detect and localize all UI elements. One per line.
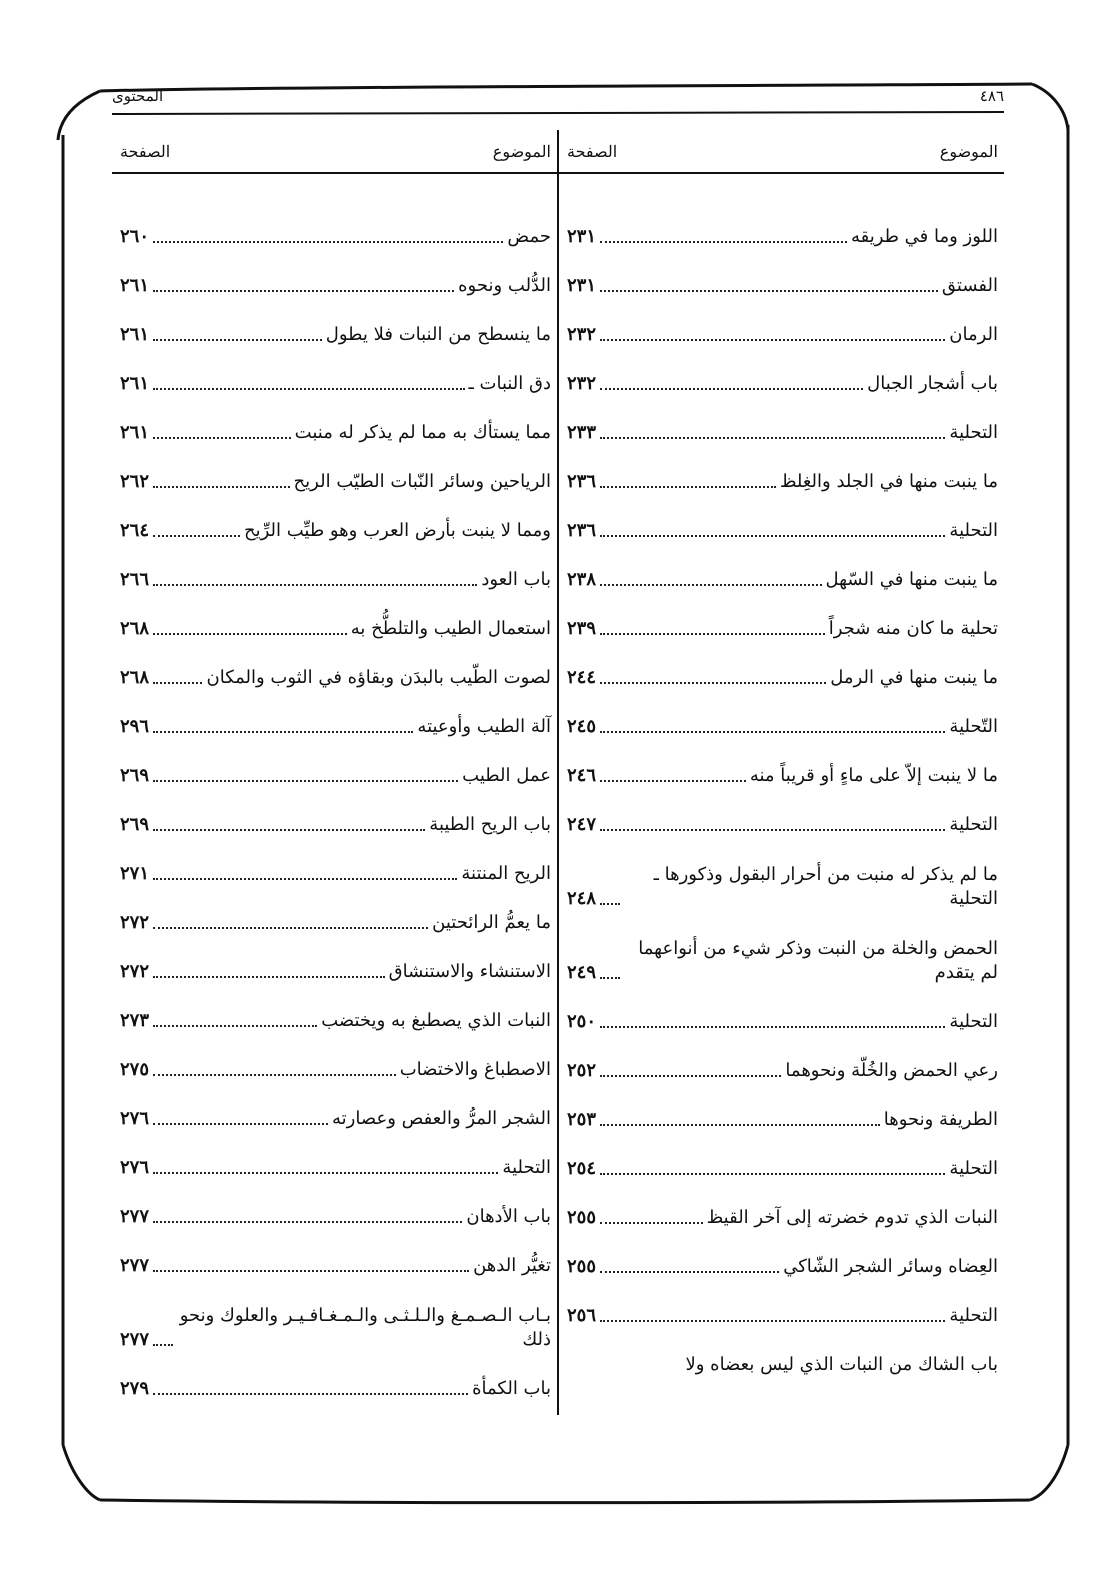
toc-entry: [112, 298, 557, 347]
table-of-contents: [112, 130, 1004, 1415]
toc-entry-title: الفستق: [941, 275, 998, 296]
toc-entry: [559, 690, 1004, 739]
toc-entry: [112, 249, 557, 298]
toc-entry-page: ٢٣٢: [567, 373, 597, 394]
toc-entry-page: ٢٥٦: [567, 1305, 597, 1326]
header-page: الصفحة: [567, 141, 618, 161]
toc-entry-page: ٢٦٩: [120, 765, 150, 786]
toc-entry-page: ٢٧٣: [120, 1010, 150, 1031]
toc-entry-page: ٢٦١: [120, 373, 150, 394]
toc-entry-page: ٢٧٥: [120, 1059, 150, 1080]
toc-entry: [559, 1328, 1004, 1377]
dot-leader: [153, 1221, 462, 1223]
toc-entry: [112, 1082, 557, 1131]
dot-leader: [153, 486, 290, 488]
toc-entry: [559, 837, 1004, 911]
toc-entry: [559, 1181, 1004, 1230]
dot-leader: [153, 878, 457, 880]
toc-entry-page: ٢٤٧: [567, 814, 597, 835]
toc-entry: [112, 935, 557, 984]
toc-entry-title: باب أشجار الجبال: [867, 373, 998, 394]
toc-entry-page: ٢٣٨: [567, 569, 597, 590]
toc-entry: [559, 1034, 1004, 1083]
dot-leader: [600, 486, 776, 488]
dot-leader: [153, 1025, 317, 1027]
dot-leader: [153, 1270, 469, 1272]
toc-entry: [559, 739, 1004, 788]
toc-entry-title: ما ينسطح من النبات فلا يطول: [325, 324, 551, 345]
toc-entry-title: التحلية: [949, 1305, 998, 1326]
dot-leader: [153, 1344, 173, 1346]
toc-entry-page: ٢٧٦: [120, 1108, 150, 1129]
toc-entry-title: باب الأدهان: [466, 1206, 551, 1227]
toc-entry-title: باب العود: [481, 569, 551, 590]
toc-entry-title: النبات الذي يصطبغ به ويختضب: [321, 1010, 551, 1031]
toc-entry: [112, 445, 557, 494]
toc-entry: [559, 543, 1004, 592]
toc-entry: [112, 1229, 557, 1278]
toc-entry-page: ٢٦٤: [120, 520, 150, 541]
dot-leader: [153, 1393, 468, 1395]
toc-entry: [559, 788, 1004, 837]
dot-leader: [600, 633, 825, 635]
toc-entry-title: العِضاه وسائر الشجر الشّاكي: [783, 1256, 998, 1277]
toc-entry: [112, 543, 557, 592]
toc-entry-title: تغيُّر الدهن: [473, 1255, 551, 1276]
dot-leader: [153, 1074, 396, 1076]
toc-entry-title: التحلية: [502, 1157, 551, 1178]
toc-entry-page: ٢٣١: [567, 226, 597, 247]
toc-entry: [112, 1131, 557, 1180]
toc-entry-page: ٢٥٤: [567, 1158, 597, 1179]
toc-entry: [559, 1230, 1004, 1279]
toc-entry-page: ٢٥٥: [567, 1256, 597, 1277]
toc-entry-page: ٢٣٣: [567, 422, 597, 443]
toc-entry-title: الشجر المرُّ والعفص وعصارته: [332, 1108, 551, 1129]
toc-column-left: [112, 130, 557, 1415]
toc-entry-page: ٢٣٦: [567, 520, 597, 541]
dot-leader: [600, 290, 938, 292]
toc-entry-page: ٢٤٥: [567, 716, 597, 737]
dot-leader: [600, 1124, 880, 1126]
toc-entry-page: ٢٦٢: [120, 471, 150, 492]
toc-entry-page: ٢٥٣: [567, 1109, 597, 1130]
dot-leader: [153, 927, 428, 929]
toc-entry: [112, 641, 557, 690]
toc-entry-title: الطريفة ونحوها: [883, 1109, 998, 1130]
toc-entry-title: الحمض والخلة من النبت وذكر شيء من أنواعهما لم يتقدم: [638, 938, 998, 983]
toc-entry-page: ٢٦٦: [120, 569, 150, 590]
column-header: [559, 130, 1004, 174]
toc-entry-page: ٢٧٢: [120, 912, 150, 933]
toc-entry-page: ٢٦٠: [120, 226, 150, 247]
dot-leader: [153, 780, 458, 782]
toc-entry-page: ٢٦١: [120, 422, 150, 443]
toc-entry-title: التّحلية: [949, 716, 998, 737]
toc-entry-title: ما ينبت منها في السّهل: [825, 569, 998, 590]
toc-entry: [112, 886, 557, 935]
toc-entry-title: ما ينبت منها في الرمل: [830, 667, 998, 688]
toc-entry: [559, 494, 1004, 543]
toc-entry-page: ٢٥٠: [567, 1011, 597, 1032]
toc-entry-title: التحلية: [949, 520, 998, 541]
toc-entry: [112, 200, 557, 249]
toc-entry-title: الريح المنتنة: [461, 863, 551, 884]
toc-entry-page: ٢٣٩: [567, 618, 597, 639]
toc-entry-page: ٢٣٢: [567, 324, 597, 345]
toc-entry-page: ٢٧٧: [120, 1206, 150, 1227]
toc-entry: [559, 249, 1004, 298]
toc-entry-page: ٢٥٢: [567, 1060, 597, 1081]
toc-entry-title: التحلية: [949, 1011, 998, 1032]
toc-entry-page: ٢٦٨: [120, 618, 150, 639]
toc-entry: [112, 739, 557, 788]
toc-entry-title: حمض: [507, 226, 551, 247]
toc-entry: [559, 985, 1004, 1034]
toc-column-right: [557, 130, 1004, 1415]
dot-leader: [600, 437, 945, 439]
toc-entry-title: النبات الذي تدوم خضرته إلى آخر القيظ: [706, 1207, 998, 1228]
toc-entry: [559, 592, 1004, 641]
header-topic: الموضوع: [939, 141, 998, 161]
dot-leader: [153, 339, 322, 341]
toc-entry: [559, 298, 1004, 347]
dot-leader: [600, 241, 847, 243]
running-head: [112, 87, 1004, 111]
toc-entry-page: ٢٦١: [120, 275, 150, 296]
dot-leader: [153, 584, 477, 586]
toc-entry-page: ٢٣٦: [567, 471, 597, 492]
dot-leader: [153, 535, 240, 537]
toc-entry-page: ٢٣١: [567, 275, 597, 296]
toc-entry: [559, 1083, 1004, 1132]
toc-entry-title: رعي الحمض والخُلّة ونحوهما: [785, 1060, 998, 1081]
dot-leader: [600, 682, 826, 684]
toc-entry-title: مما يستأك به مما لم يذكر له منبت: [294, 422, 551, 443]
toc-entry: [559, 347, 1004, 396]
dot-leader: [153, 731, 413, 733]
dot-leader: [600, 1173, 945, 1175]
toc-entry-page: ٢٦٨: [120, 667, 150, 688]
toc-entry: [112, 690, 557, 739]
toc-entry-page: ٢٧٢: [120, 961, 150, 982]
toc-entry: [559, 396, 1004, 445]
toc-entry-title: الاصطباغ والاختضاب: [399, 1059, 551, 1080]
toc-entries-left: [112, 200, 557, 1401]
dot-leader: [153, 241, 503, 243]
dot-leader: [600, 1222, 703, 1224]
section-title: المحتوى: [112, 87, 164, 105]
toc-entry: [559, 1132, 1004, 1181]
toc-entry-title: ما ينبت منها في الجلد والغِلظ: [779, 471, 998, 492]
toc-entry: [112, 1033, 557, 1082]
toc-entry-page: ٢٤٦: [567, 765, 597, 786]
toc-entry-page: ٢٩٦: [120, 716, 150, 737]
toc-entry: [112, 1278, 557, 1352]
toc-entry: [112, 1180, 557, 1229]
dot-leader: [153, 633, 347, 635]
toc-entry: [112, 396, 557, 445]
toc-entry: [559, 445, 1004, 494]
toc-entry-title: ما يعمُّ الرائحتين: [432, 912, 551, 933]
toc-entry-title: استعمال الطيب والتلطُّخ به: [350, 618, 551, 639]
toc-entry-page: ٢٧٩: [120, 1378, 150, 1399]
dot-leader: [600, 780, 746, 782]
dot-leader: [153, 1123, 328, 1125]
dot-leader: [153, 682, 202, 684]
toc-entry: [559, 200, 1004, 249]
dot-leader: [600, 1075, 781, 1077]
header-page: الصفحة: [120, 141, 171, 161]
toc-entry: [559, 911, 1004, 985]
toc-entry: [559, 1279, 1004, 1328]
dot-leader: [600, 1026, 945, 1028]
toc-entry-page: ٢٤٤: [567, 667, 597, 688]
toc-entry-title: دق النبات ـ: [468, 373, 551, 394]
dot-leader: [600, 388, 863, 390]
toc-entry-title: الاستنشاء والاستنشاق: [388, 961, 551, 982]
toc-entry-page: ٢٧٧: [120, 1255, 150, 1276]
toc-entry-title: الرمان: [949, 324, 998, 345]
toc-entry-title: تحلية ما كان منه شجراً: [828, 618, 998, 639]
dot-leader: [153, 437, 291, 439]
toc-entry-title: لصوت الطّيب بالبدَن وبقاؤه في الثوب والمكان: [206, 667, 551, 688]
toc-entries-right: [559, 200, 1004, 1377]
toc-entry-page: ٢٦٩: [120, 814, 150, 835]
dot-leader: [153, 1172, 498, 1174]
dot-leader: [600, 977, 620, 979]
dot-leader: [600, 339, 945, 341]
toc-entry-page: ٢٧٧: [120, 1329, 150, 1350]
toc-entry-title: باب الكمأة: [472, 1378, 551, 1399]
dot-leader: [153, 976, 385, 978]
toc-entry-page: ٢٧٦: [120, 1157, 150, 1178]
toc-entry-title: ما لا ينبت إلاّ على ماءٍ أو قريباً منه: [749, 765, 998, 786]
toc-entry: [112, 494, 557, 543]
dot-leader: [153, 290, 454, 292]
toc-entry-page: ٢٤٨: [567, 888, 597, 909]
toc-entry: [112, 788, 557, 837]
toc-entry-title: اللوز وما في طريقه: [850, 226, 998, 247]
toc-entry-page: ٢٧١: [120, 863, 150, 884]
dot-leader: [600, 903, 620, 905]
dot-leader: [600, 1320, 945, 1322]
toc-entry: [559, 641, 1004, 690]
toc-entry: [112, 347, 557, 396]
toc-entry-title: الدُّلب ونحوه: [458, 275, 551, 296]
dot-leader: [600, 829, 945, 831]
page-number: ٤٨٦: [979, 87, 1004, 105]
dot-leader: [600, 1271, 779, 1273]
dot-leader: [600, 584, 821, 586]
column-header: [112, 130, 557, 174]
toc-entry: [112, 1352, 557, 1401]
toc-entry-title: التحلية: [949, 422, 998, 443]
dot-leader: [153, 829, 425, 831]
toc-entry-title: ومما لا ينبت بأرض العرب وهو طيِّب الرِّيح: [243, 520, 551, 541]
dot-leader: [600, 535, 945, 537]
toc-entry-title: بـاب الـصـمـغ والـلـثـى والـمـغـافـيـر والعلوك ونحو ذلك: [179, 1305, 551, 1350]
toc-entry-page: ٢٤٩: [567, 962, 597, 983]
toc-entry: [112, 984, 557, 1033]
dot-leader: [153, 388, 465, 390]
toc-entry-title: عمل الطيب: [462, 765, 551, 786]
toc-entry-title: التحلية: [949, 814, 998, 835]
toc-entry-page: ٢٥٥: [567, 1207, 597, 1228]
toc-entry-title: باب الشاك من النبات الذي ليس بعضاه ولا: [685, 1354, 998, 1375]
header-topic: الموضوع: [492, 141, 551, 161]
toc-entry-title: آلة الطيب وأوعيته: [417, 716, 551, 737]
toc-entry-title: ما لم يذكر له منبت من أحرار البقول وذكورها ـ التحلية: [653, 864, 998, 909]
toc-entry: [112, 837, 557, 886]
toc-entry-page: ٢٦١: [120, 324, 150, 345]
dot-leader: [600, 731, 945, 733]
toc-entry-title: باب الريح الطيبة: [429, 814, 551, 835]
toc-entry: [112, 592, 557, 641]
toc-entry-title: الرياحين وسائر النّبات الطيّب الريح: [293, 471, 551, 492]
toc-entry-title: التحلية: [949, 1158, 998, 1179]
